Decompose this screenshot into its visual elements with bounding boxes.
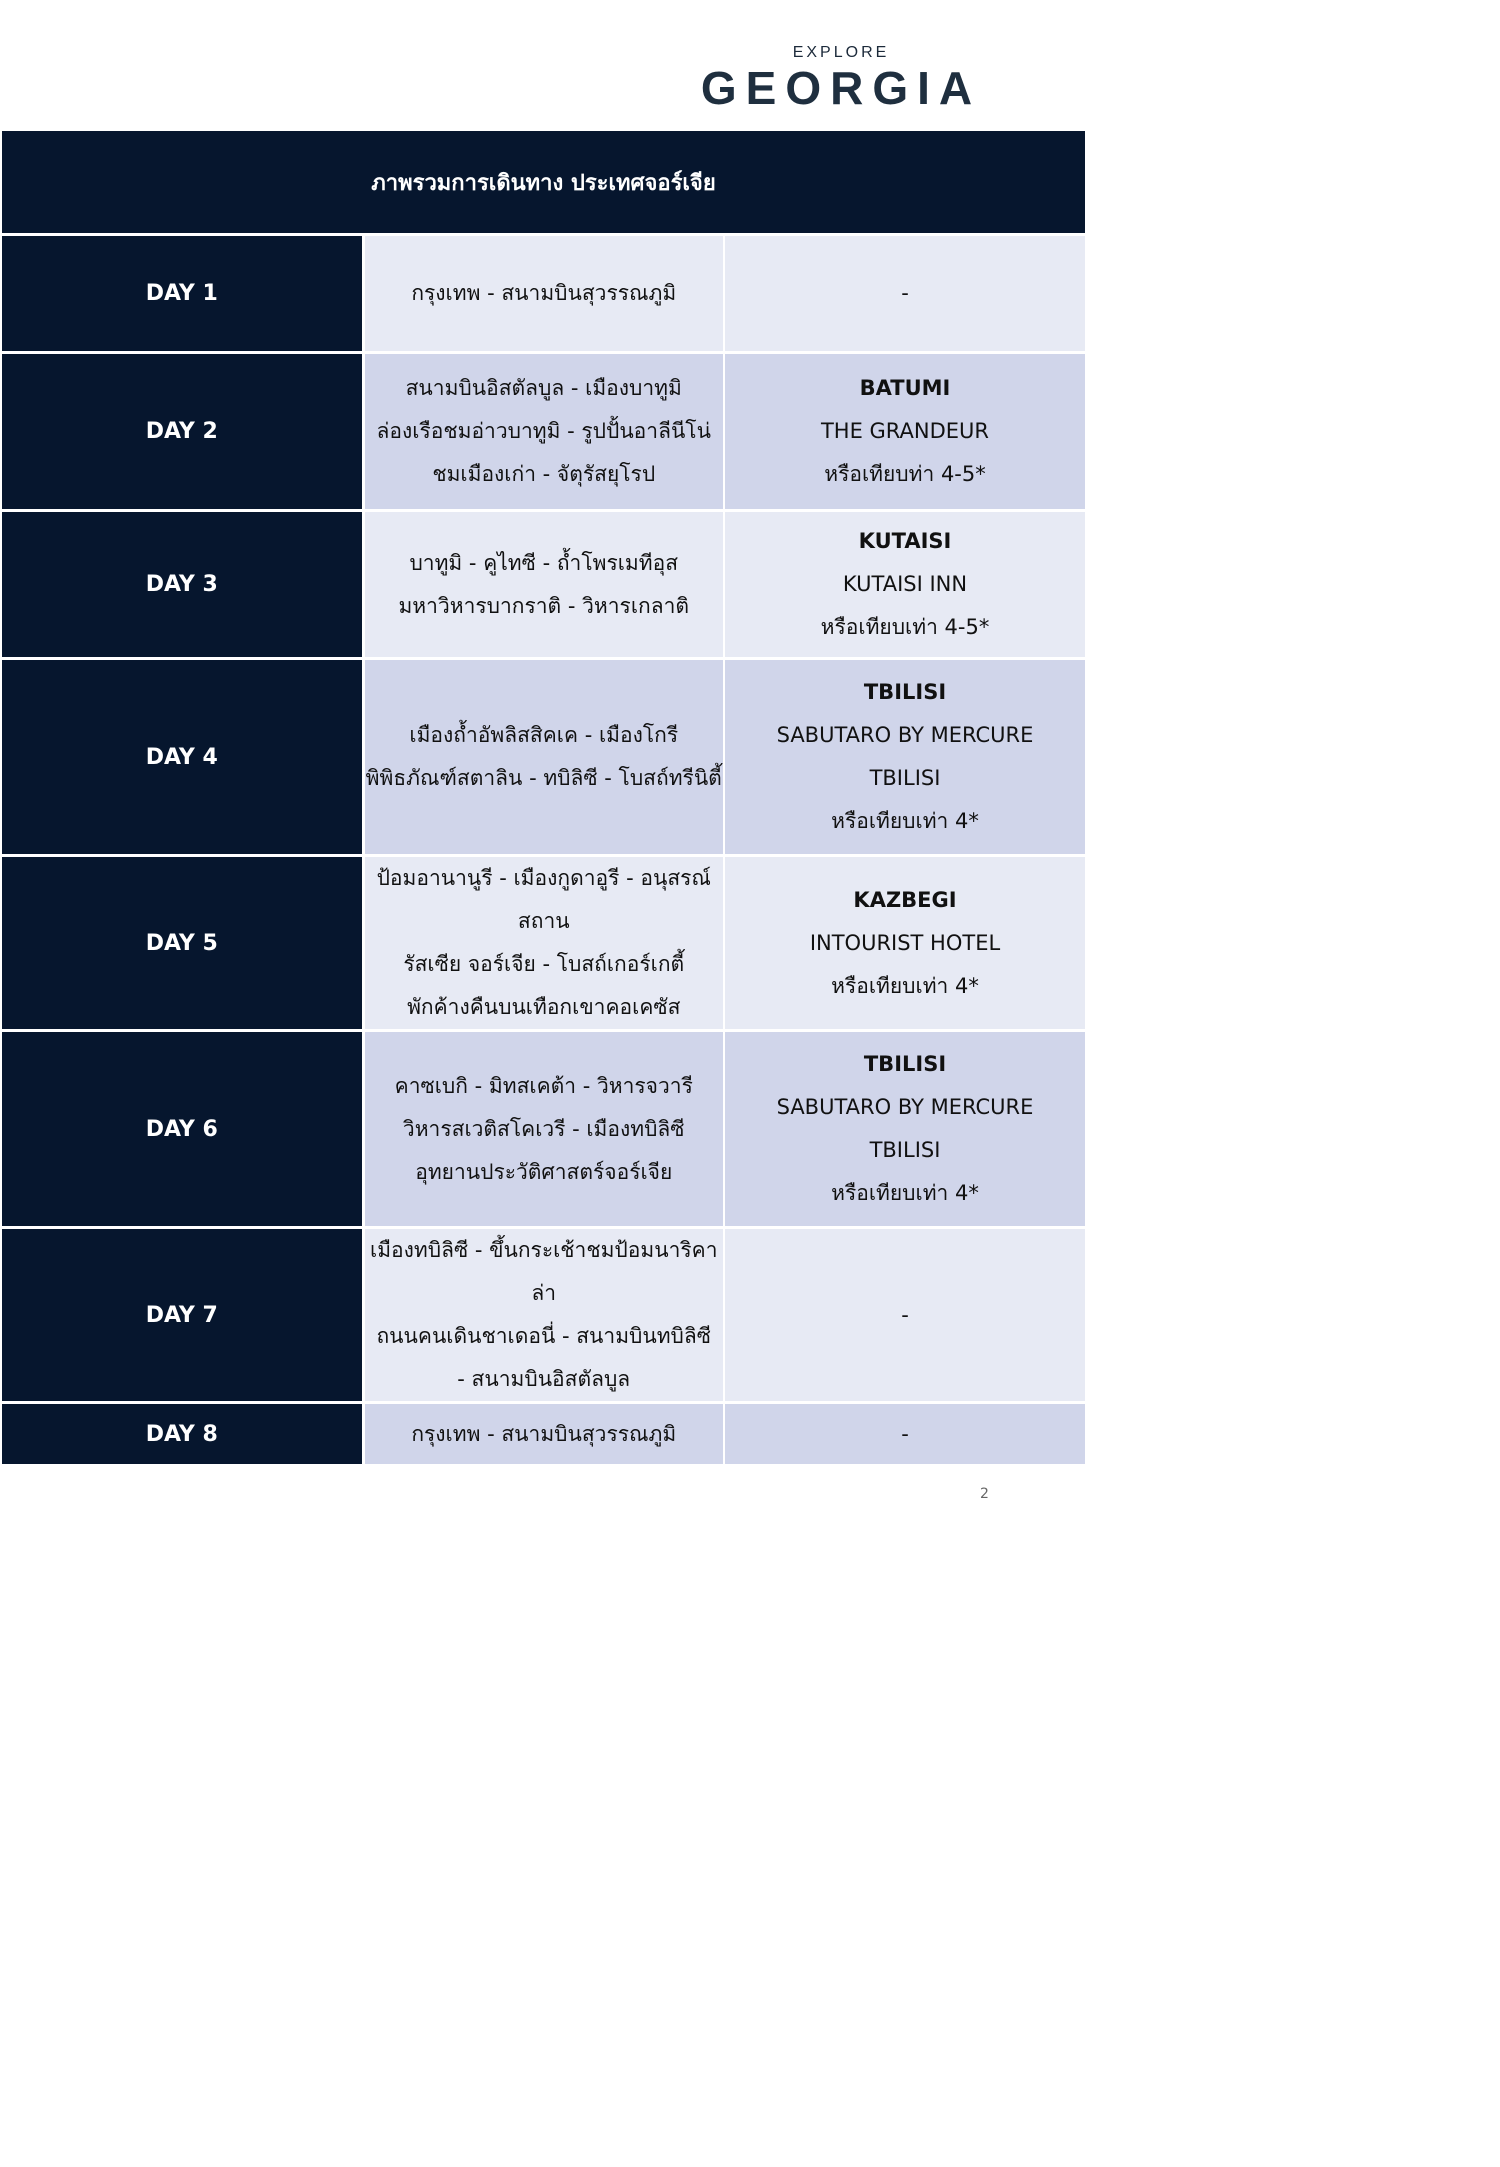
- route-cell: [363, 1031, 724, 1228]
- explore-georgia-logo: [686, 44, 996, 114]
- page-number: 2: [980, 1486, 989, 1502]
- route-line: รัสเซีย จอร์เจีย - โบสถ์เกอร์เกตี้: [403, 952, 685, 976]
- table-title: ภาพรวมการเดินทาง ประเทศจอร์เจีย: [2, 131, 1085, 235]
- hotel-cell: [724, 235, 1085, 353]
- route-line: กรุงเทพ - สนามบินสุวรรณภูมิ: [411, 281, 677, 305]
- route-cell: [363, 511, 724, 659]
- route-line: ล่องเรือชมอ่าวบาทูมิ - รูปปั้นอาลีนีโน่: [376, 419, 711, 443]
- itinerary-row: [2, 511, 1085, 659]
- logo-georgia-text: GEORGIA: [700, 62, 982, 114]
- route-line: กรุงเทพ - สนามบินสุวรรณภูมิ: [411, 1421, 677, 1446]
- route-line: คาซเบกิ - มิทสเคต้า - วิหารจวารี: [394, 1073, 693, 1098]
- route-cell: [363, 856, 724, 1031]
- hotel-city: TBILISI: [863, 680, 947, 704]
- hotel-line: หรือเทียบท่า 4-5*: [824, 462, 986, 486]
- route-line: พิพิธภัณฑ์สตาลิน - ทบิลิซี - โบสถ์ทรีนิตี้: [365, 766, 722, 790]
- hotel-cell: [724, 1031, 1085, 1228]
- route-line: อุทยานประวัติศาสตร์จอร์เจีย: [415, 1159, 673, 1184]
- day-label: DAY 4: [2, 659, 363, 856]
- hotel-line: THE GRANDEUR: [820, 419, 990, 443]
- hotel-cell: [724, 659, 1085, 856]
- hotel-cell: [724, 1228, 1085, 1403]
- hotel-city: KUTAISI: [858, 529, 952, 553]
- itinerary-row: [2, 659, 1085, 856]
- day-label: DAY 3: [2, 511, 363, 659]
- route-line: วิหารสเวติสโคเวรี - เมืองทบิลิซี: [402, 1116, 685, 1141]
- day-label: DAY 7: [2, 1228, 363, 1403]
- route-line: สนามบินอิสตัลบูล - เมืองบาทูมิ: [405, 376, 682, 400]
- hotel-city: KAZBEGI: [853, 887, 957, 912]
- hotel-cell: [724, 511, 1085, 659]
- itinerary-row: [2, 1031, 1085, 1228]
- hotel-city: TBILISI: [863, 1052, 947, 1076]
- table-header-row: [2, 131, 1085, 235]
- hotel-line: หรือเทียบเท่า 4*: [831, 809, 979, 833]
- itinerary-table: [2, 131, 1085, 1467]
- itinerary-row: [2, 235, 1085, 353]
- route-line: ป้อมอานานูรี - เมืองกูดาอูรี - อนุสรณ์สถาน: [376, 866, 711, 933]
- hotel-line: TBILISI: [869, 766, 941, 790]
- hotel-cell: [724, 1403, 1085, 1466]
- route-cell: [363, 1228, 724, 1403]
- hotel-line: -: [901, 1421, 909, 1446]
- hotel-line: หรือเทียบเท่า 4-5*: [820, 615, 990, 639]
- day-label: DAY 8: [2, 1403, 363, 1466]
- hotel-cell: [724, 353, 1085, 511]
- route-cell: [363, 235, 724, 353]
- itinerary-row: [2, 1403, 1085, 1466]
- hotel-line: หรือเทียบเท่า 4*: [831, 973, 979, 998]
- day-label: DAY 1: [2, 235, 363, 353]
- itinerary-row: [2, 1228, 1085, 1403]
- day-label: DAY 5: [2, 856, 363, 1031]
- itinerary-row: [2, 353, 1085, 511]
- route-line: ถนนคนเดินชาเดอนี่ - สนามบินทบิลิซี: [376, 1324, 712, 1348]
- hotel-line: SABUTARO BY MERCURE: [776, 1095, 1034, 1119]
- hotel-line: TBILISI: [869, 1138, 941, 1162]
- route-line: ชมเมืองเก่า - จัตุรัสยุโรป: [432, 462, 656, 486]
- hotel-cell: [724, 856, 1085, 1031]
- route-cell: [363, 1403, 724, 1466]
- route-line: บาทูมิ - คูไทซี - ถ้ำโพรเมทีอุส: [409, 550, 679, 575]
- day-label: DAY 2: [2, 353, 363, 511]
- hotel-city: BATUMI: [859, 376, 951, 400]
- logo-explore-text: EXPLORE: [792, 44, 890, 61]
- route-cell: [363, 353, 724, 511]
- hotel-line: หรือเทียบเท่า 4*: [831, 1181, 979, 1205]
- route-line: เมืองทบิลิซี - ขึ้นกระเช้าชมป้อมนาริคาล่า: [370, 1238, 718, 1305]
- route-line: - สนามบินอิสตัลบูล: [457, 1367, 631, 1391]
- hotel-line: -: [901, 1302, 909, 1327]
- route-line: พักค้างคืนบนเทือกเขาคอเคซัส: [407, 995, 681, 1019]
- day-label: DAY 6: [2, 1031, 363, 1228]
- route-cell: [363, 659, 724, 856]
- hotel-line: KUTAISI INN: [842, 572, 968, 596]
- itinerary-row: [2, 856, 1085, 1031]
- route-line: เมืองถ้ำอัพลิสสิคเค - เมืองโกรี: [409, 723, 679, 747]
- route-line: มหาวิหารบากราติ - วิหารเกลาติ: [398, 593, 690, 618]
- hotel-line: SABUTARO BY MERCURE: [776, 723, 1034, 747]
- hotel-line: -: [901, 281, 909, 305]
- hotel-line: INTOURIST HOTEL: [809, 930, 1001, 955]
